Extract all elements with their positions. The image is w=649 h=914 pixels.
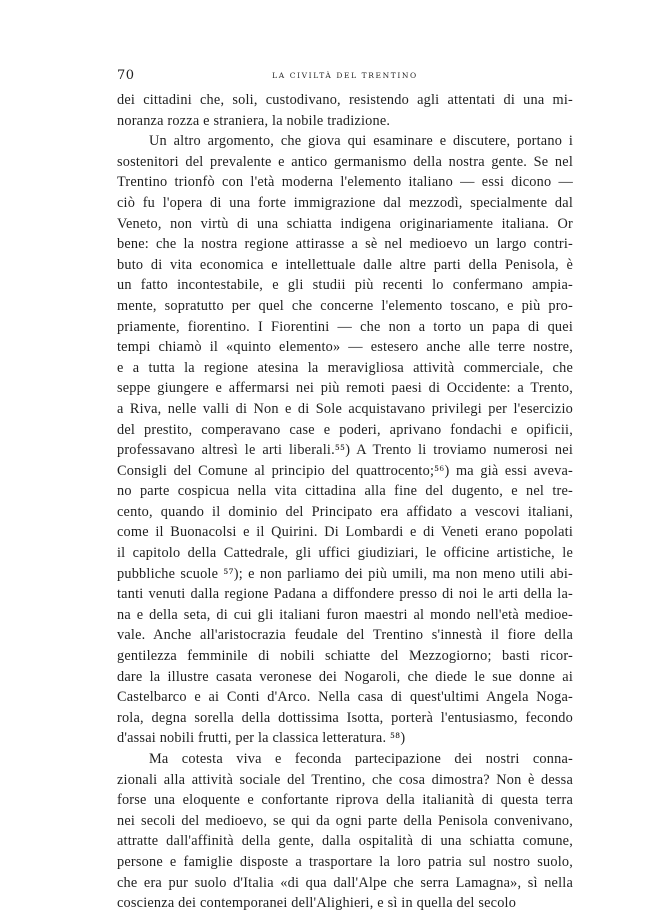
text-line: forse una eloquente e confortante riprova della italianità di questa terra [117, 792, 573, 809]
text-line: Un altro argomento, che giova qui esaminare e discutere, portano i [149, 133, 573, 150]
text-line: seppe giungere e affermarsi nei più remoti paesi di Occidente: a Trento, [117, 380, 573, 397]
text-line: Trentino trionfò con l'età moderna l'elemento italiano — essi dicono — [117, 174, 573, 191]
paragraph-p2 [117, 131, 573, 749]
text-line: del prestito, comperavano case e poderi, aprivano fondachi e opificii, [117, 421, 573, 438]
text-line: attratte dall'affinità della gente, dalla ospitalità di una schiatta comune, [117, 833, 573, 850]
text-line: buto di vita economica e intellettuale dalle altre parti della Penisola, è [117, 256, 573, 273]
text-line: nei secoli del medioevo, se qui da ogni parte della Penisola convenivano, [117, 812, 573, 829]
text-line: vale. Anche all'aristocrazia feudale del Trentino s'innestà il fiore della [117, 627, 573, 644]
text-line: noranza rozza e straniera, la nobile tradizione. [117, 112, 391, 129]
text-line: zionali alla attività sociale del Trentino, che cosa dimostra? Non è dessa [117, 771, 573, 788]
text-line: tanti venuti dalla regione Padana a diffondere presso di noi le arti della la- [117, 586, 573, 603]
paragraph-p1 [117, 90, 573, 131]
page-number: 70 [117, 68, 135, 83]
text-line: un fatto incontestabile, e gli studii più recenti lo confermano ampia- [117, 277, 573, 294]
text-line: a Riva, nelle valli di Non e di Sole acquistavano privilegi per l'esercizio [117, 400, 573, 417]
text-line: d'assai nobili frutti, per la classica letteratura. ⁵⁸) [117, 730, 406, 747]
page-header [117, 68, 573, 90]
text-line: professavano altresì le arti liberali.⁵⁵) A Trento li troviamo numerosi nei [117, 442, 573, 459]
text-line: sostenitori del prevalente e antico germanismo della nostra gente. Se nel [117, 153, 573, 170]
text-line: Veneto, non virtù di una schiatta indigena originariamente italiana. Or [117, 215, 573, 232]
text-line: il capitolo della Cattedrale, gli uffici giudiziari, le officine artistiche, le [117, 545, 573, 562]
text-line: coscienza dei contemporanei dell'Alighieri, e sì in quella del secolo [117, 895, 517, 912]
text-line: priamente, fiorentino. I Fiorentini — che non a torto un papa di quei [117, 318, 573, 335]
text-line: na e della seta, di cui gli italiani furon maestri al mondo nell'età medioe- [117, 606, 573, 623]
text-line: come il Buonacolsi e il Quirini. Di Lombardi e di Veneti erano popolati [117, 524, 573, 541]
text-line: che era pur suolo d'Italia «di qua dall'Alpe che serra Lamagna», sì nella [117, 874, 573, 891]
text-line: persone e famiglie disposte a trasportare la loro patria sul nostro suolo, [117, 853, 573, 870]
text-line: Castelbarco e ai Conti d'Arco. Nella casa di quest'ultimi Angela Noga- [117, 689, 573, 706]
text-line: mente, sopratutto per quel che concerne l'elemento toscano, e più pro- [117, 297, 573, 314]
text-line: no parte cospicua nella vita cittadina alla fine del dugento, e nel tre- [117, 483, 573, 500]
text-line: cento, quando il dominio del Principato era affidato a vescovi italiani, [117, 503, 573, 520]
text-line: pubbliche scuole ⁵⁷); e non parliamo dei più umili, ma non meno utili abi- [117, 565, 573, 582]
book-page [117, 68, 573, 914]
text-line: e a tutta la regione atesina la meravigliosa attività commerciale, che [117, 359, 573, 376]
text-line: ciò fu l'opera di una forte immigrazione dal mezzodì, specialmente dal [117, 194, 573, 211]
text-line: dei cittadini che, soli, custodivano, resistendo agli attentati di una mi- [117, 92, 573, 108]
text-line: dare la illustre casata veronese dei Nogaroli, che diede le sue donne ai [117, 668, 573, 685]
running-title: LA CIVILTÀ DEL TRENTINO [272, 71, 418, 80]
text-line: tempi chiamò il «quinto elemento» — estesero anche alle terre nostre, [117, 339, 573, 356]
text-line: Consigli del Comune al principio del quattrocento;⁵⁶) ma già essi aveva- [117, 462, 573, 479]
text-line: Ma cotesta viva e feconda partecipazione dei nostri conna- [149, 751, 573, 767]
text-line: gentilezza femminile di nobili schiatte del Mezzogiorno; basti ricor- [117, 648, 573, 665]
body-text [117, 90, 573, 914]
paragraph-p3 [117, 749, 573, 914]
text-line: bene: che la nostra regione attirasse a sè nel medioevo un largo contri- [117, 236, 573, 253]
text-line: rola, degna sorella della dottissima Isotta, porterà l'entusiasmo, fecondo [117, 709, 573, 726]
